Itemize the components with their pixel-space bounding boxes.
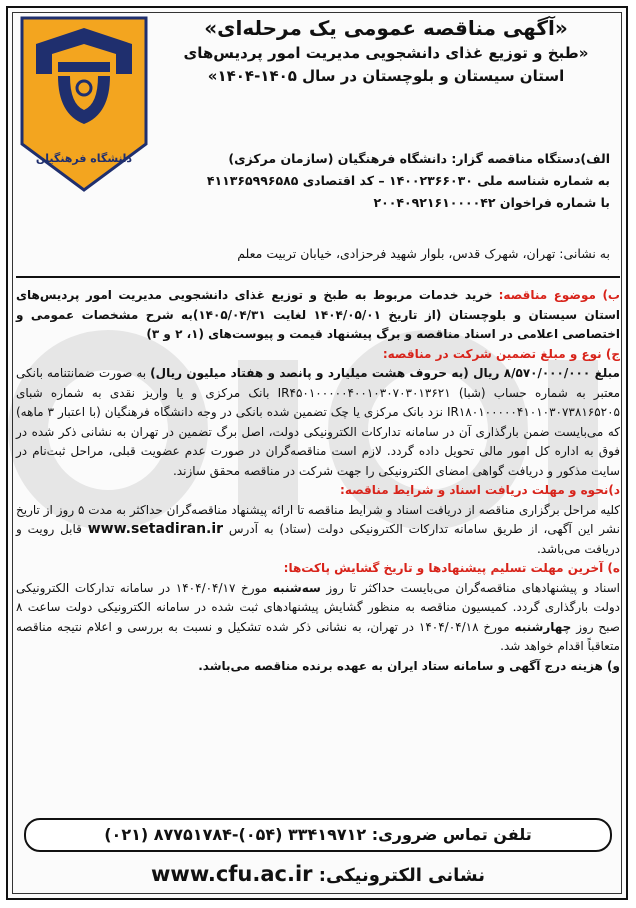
notice-title: «آگهی مناقصه عمومی یک مرحله‌ای» (204, 16, 568, 40)
organizer-address: به نشانی: تهران، شهرک قدس، بلوار شهید فرحزادی، خیابان تربیت معلم (237, 246, 610, 261)
divider (16, 276, 620, 278)
organizer-ids: به شماره شناسه ملی ۱۴۰۰۲۳۶۶۰۳۰ – کد اقتصادی ۴۱۱۳۶۵۹۹۶۵۸۵ (206, 173, 610, 188)
phone-value[interactable]: ۳۳۴۱۹۷۱۲ (۰۵۴)-۸۷۷۵۱۷۸۴ (۰۲۱) (104, 825, 367, 844)
organizer-name: الف)دستگاه مناقصه گزار: دانشگاه فرهنگیان (سازمان مرکزی) (228, 151, 610, 166)
section-c (16, 364, 620, 481)
section-e-heading (16, 559, 620, 579)
call-number: با شماره فراخوان ۲۰۰۴۰۹۲۱۶۱۰۰۰۰۴۲ (373, 195, 610, 210)
phone-label: تلفن تماس ضروری: (371, 825, 532, 844)
section-e (16, 579, 620, 657)
section-c-label: ج) نوع و مبلغ تضمین شرکت در مناقصه: (382, 346, 620, 361)
opening-day: چهارشنبه (514, 619, 572, 634)
section-c-text: به صورت ضمانتنامه بانکی معتبر به شماره حساب (شبا) IR۴۵۰۱۰۰۰۰۰۴۰۰۱۰۳۰۷۰۳۰۱۳۶۲۱ بانک مرکزی و یا واریز نقدی به شماره شبای IR۱۸۰۱۰۰۰۰۰۴۱۰۱۰۳۰۷۳۸۱۶۵۲۰۵ نزد بانک مرکزی یا چک تضمین شده بانکی در وجه دانشگاه فرهنگیان (با اعتبار ۳ ماهه) که می‌بایست ضمن بارگذاری آن در سامانه تدارکات الکترونیکی دولت، اصل برگ تضمین در تهران به نشانی ذکر شده در فوق به اداره کل امور مالی تحویل داده گردد. لازم است مناقصه‌گران در صورت عدم عضویت قبلی، مراحل ثبت‌نام در سایت مذکور و دریافت گواهی امضای الکترونیکی را جهت شرکت در مناقصه محقق سازند. (16, 366, 620, 478)
website-link[interactable]: www.cfu.ac.ir (151, 862, 313, 886)
organizer-block (170, 148, 610, 214)
section-f: و) هزینه درج آگهی و سامانه ستاد ایران به عهده برنده مناقصه می‌باشد. (198, 658, 620, 673)
notice-body (16, 286, 620, 676)
deadline-day: سه‌شنبه (272, 580, 321, 595)
notice-subtitle-1: «طبخ و توزیع غذای دانشجویی مدیریت امور پردیس‌های (183, 44, 589, 62)
section-b-text: خرید خدمات مربوط به طبخ و توزیع غذای دانشجویی مدیریت امور پردیس‌های استان سیستان و بلوچستان (از تاریخ ۱۴۰۴/۰۵/۰۱ لغایت ۱۴۰۵/۰۴/۳۱)به شرح مشخصات عمومی و اختصاصی اعلامی در اسناد مناقصه و برگ پیشنهاد قیمت و پیوست‌های (۱، ۲ و ۳) (16, 288, 621, 341)
section-e-text-1: اسناد و پیشنهادهای مناقصه‌گران می‌بایست حداکثر تا روز (326, 580, 620, 595)
section-c-heading (16, 345, 620, 365)
section-d (16, 501, 620, 560)
section-d-label: د)نحوه و مهلت دریافت اسناد و شرایط مناقصه: (340, 483, 620, 497)
contact-website (24, 858, 612, 890)
section-d-text-1: کلیه مراحل برگزاری مناقصه از دریافت اسناد و شرایط مناقصه تا ارائه پیشنهاد مناقصه‌گران حداکثر به مدت ۵ روز از تاریخ نشر این آگهی، از طریق سامانه تدارکات الکترونیکی دولت (ستاد) به آدرس (16, 502, 621, 536)
section-b (16, 286, 620, 345)
section-d-text-2: قابل رویت و دریافت می‌باشد. (16, 522, 620, 556)
contact-phone-box (24, 818, 612, 852)
university-logo (18, 14, 150, 192)
notice-header (162, 14, 610, 88)
section-e-text-3: مورخ ۱۴۰۴/۰۴/۱۸ در تهران، به نشانی ذکر شده تشکیل و نسبت به بررسی و اعلام نتیجه مناقصه متعاقباً اقدام خواهد شد. (16, 619, 620, 653)
section-e-text-2: مورخ ۱۴۰۴/۰۴/۱۷ در سامانه تدارکات الکترونیکی دولت بارگذاری گردد. کمیسیون مناقصه به منظور گشایش پیشنهادهای ثبت شده در سامانه الکترونیکی دولت ساعت ۸ صبح روز (16, 580, 620, 634)
notice-subtitle-2: استان سیستان و بلوچستان در سال ۱۴۰۵-۱۴۰۴» (207, 67, 565, 85)
section-e-label: ه) آخرین مهلت تسلیم پیشنهادها و تاریخ گشایش پاکت‌ها: (283, 561, 620, 575)
section-d-heading (16, 481, 620, 501)
website-label: نشانی الکترونیکی: (318, 865, 485, 886)
guarantee-amount: مبلغ ۸/۵۷۰/۰۰۰/۰۰۰ ریال (به حروف هشت میلیارد و پانصد و هفتاد میلیون ریال) (150, 366, 620, 380)
logo-text: دانشگاه فرهنگیان (35, 152, 133, 165)
section-b-label: ب) موضوع مناقصه: (498, 288, 620, 302)
setad-link[interactable]: www.setadiran.ir (87, 521, 224, 537)
